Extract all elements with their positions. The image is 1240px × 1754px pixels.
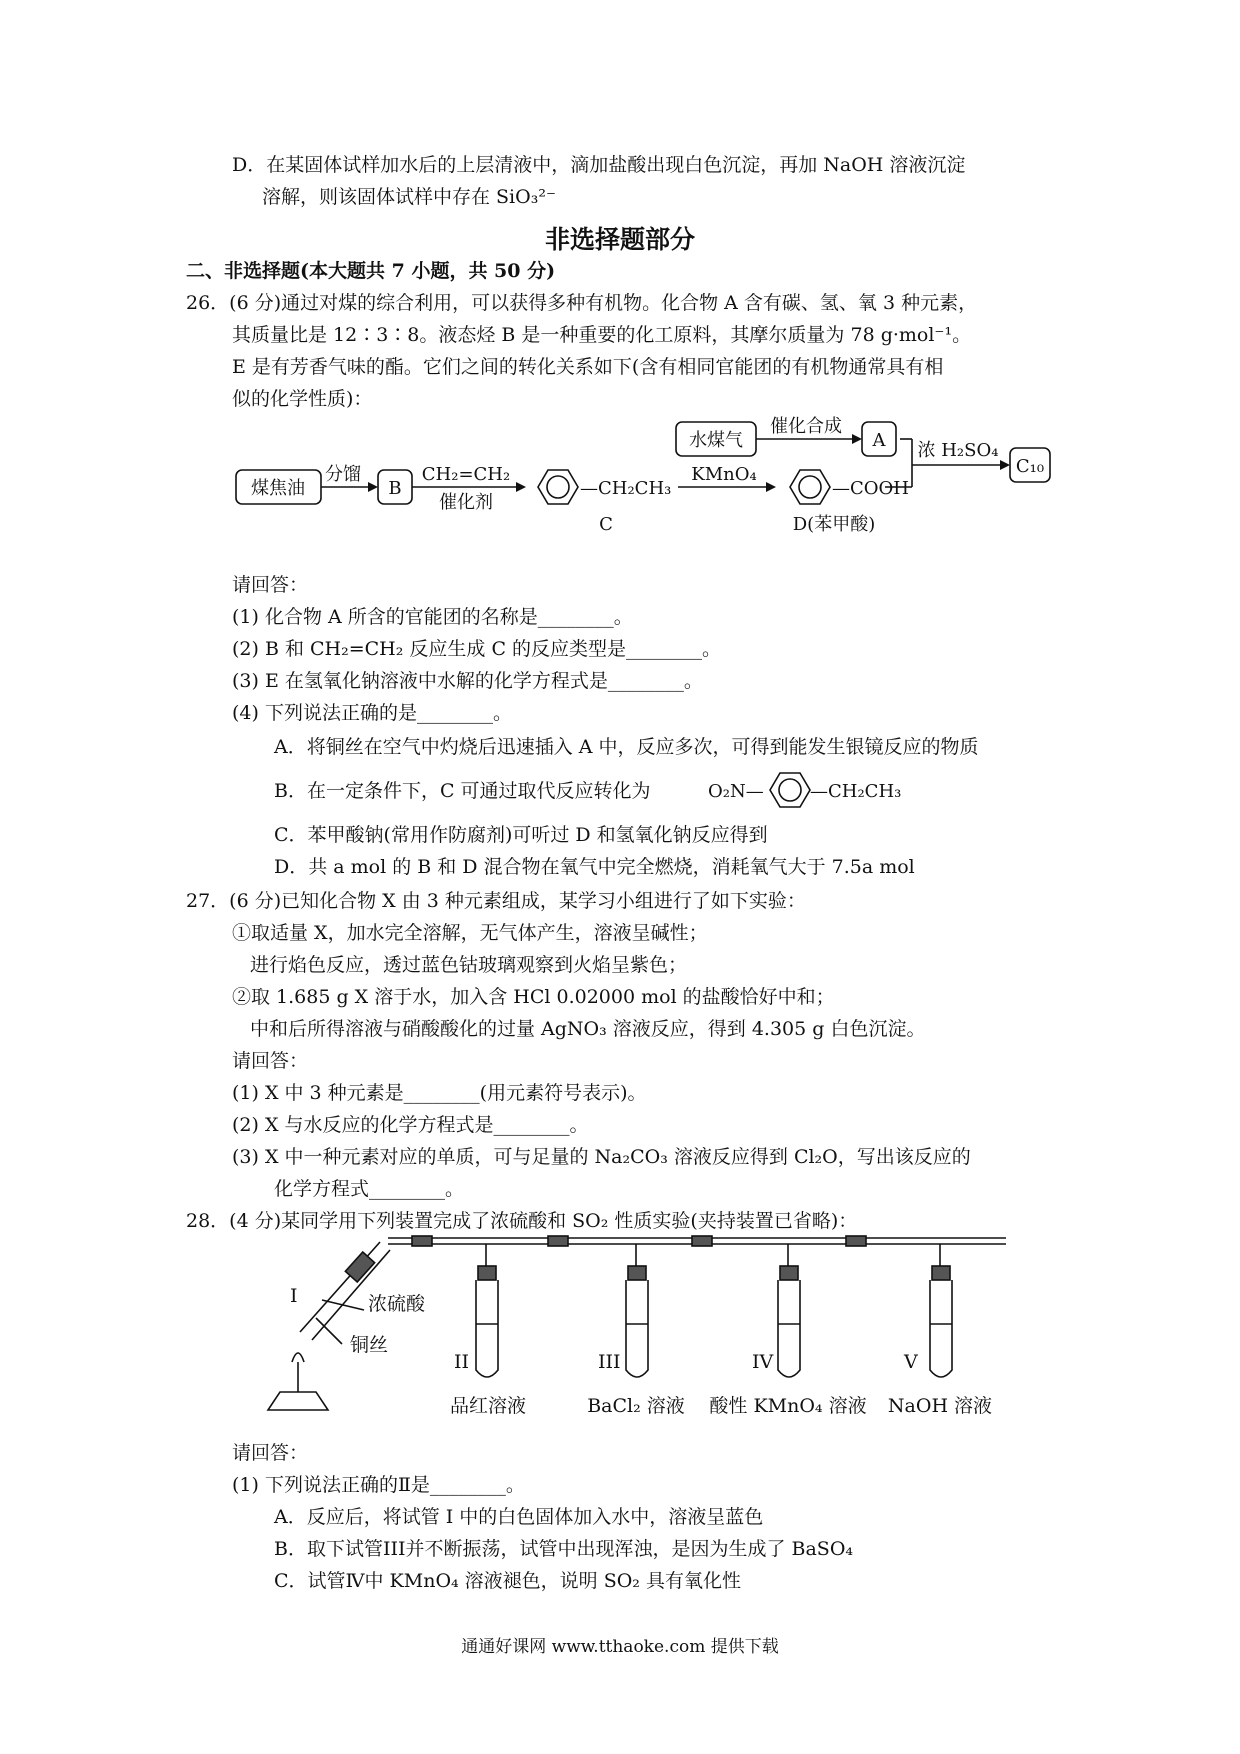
q28-option-a: A．反应后，将试管 I 中的白色固体加入水中，溶液呈蓝色 (274, 1506, 764, 1528)
q26-sub1: (1) 化合物 A 所含的官能团的名称是________。 (232, 606, 633, 628)
q26-reaction-scheme (0, 410, 1240, 560)
q27-stem-line1: 27．(6 分)已知化合物 X 由 3 种元素组成，某学习小组进行了如下实验： (186, 890, 806, 912)
q25-option-d-line2: 溶解，则该固体试样中存在 SiO₃²⁻ (262, 186, 556, 208)
tube-iv-label: IV (752, 1351, 774, 1373)
c-label: C (599, 514, 613, 535)
q26-stem-line3: E 是有芳香气味的酯。它们之间的转化关系如下(含有相同官能团的有机物通常具有相 (232, 356, 944, 378)
b-label: B (388, 478, 402, 499)
q28-ask: 请回答： (232, 1442, 309, 1464)
tube-iii-label: III (598, 1351, 621, 1373)
q26-option-c: C．苯甲酸钠(常用作防腐剂)可听过 D 和氢氧化钠反应得到 (274, 824, 768, 846)
a-label: A (872, 430, 886, 451)
q27-ask: 请回答： (232, 1050, 309, 1072)
copper-label: 铜丝 (350, 1334, 389, 1356)
h2so4-label: 浓 H₂SO₄ (917, 440, 999, 461)
q28-sub1: (1) 下列说法正确的Ⅱ是________。 (232, 1474, 525, 1496)
water-gas-label: 水煤气 (689, 430, 743, 451)
q26-sub2: (2) B 和 CH₂=CH₂ 反应生成 C 的反应类型是________。 (232, 638, 722, 660)
tube-i-label: I (290, 1285, 298, 1307)
ethyl-group-b-label: —CH₂CH₃ (810, 781, 902, 802)
catalyst-label: 催化剂 (439, 492, 493, 513)
test-tube-v (930, 1244, 952, 1377)
ethylene-label: CH₂=CH₂ (421, 464, 511, 485)
ethyl-group-label: —CH₂CH₃ (580, 478, 672, 499)
kmno4-solution-label: 酸性 KMnO₄ 溶液 (709, 1395, 867, 1417)
cooh-label: —COOH (832, 478, 909, 499)
q27-sub2: (2) X 与水反应的化学方程式是________。 (232, 1114, 589, 1136)
q26-stem-line2: 其质量比是 12∶3∶8。液态烃 B 是一种重要的化工原料，其摩尔质量为 78 g·mol⁻¹。 (232, 324, 972, 346)
q27-stem-line4: ②取 1.685 g X 溶于水，加入含 HCl 0.02000 mol 的盐酸恰好中和； (232, 986, 835, 1008)
benzene-ring-b (770, 773, 810, 807)
bacl2-solution-label: BaCl₂ 溶液 (587, 1395, 685, 1417)
nitro-group-label: O₂N— (708, 781, 764, 802)
section-title: 非选择题部分 (544, 225, 695, 254)
conc-acid-pointer (322, 1300, 364, 1310)
q28-option-b: B．取下试管III并不断振荡，试管中出现浑浊，是因为生成了 BaSO₄ (274, 1538, 854, 1560)
fractionation-label: 分馏 (325, 464, 361, 485)
coal-tar-label: 煤焦油 (251, 478, 305, 499)
alcohol-burner (268, 1392, 328, 1410)
q26-sub4: (4) 下列说法正确的是________。 (232, 702, 512, 724)
c10-label: C₁₀ (1015, 456, 1045, 477)
q26-sub3: (3) E 在氢氧化钠溶液中水解的化学方程式是________。 (232, 670, 703, 692)
footer-source: 通通好课网 www.tthaoke.com 提供下载 (461, 1637, 779, 1657)
q26-option-d: D．共 a mol 的 B 和 D 混合物在氧气中完全燃烧，消耗氧气大于 7.5a mol (274, 856, 915, 878)
benzene-ring-d (790, 470, 830, 504)
q27-stem-line2: ①取适量 X，加水完全溶解，无气体产生，溶液呈碱性； (232, 922, 708, 944)
cat-synth-label: 催化合成 (770, 416, 842, 437)
q27-sub3-line2: 化学方程式________。 (274, 1178, 465, 1200)
test-tube-iv (778, 1244, 800, 1377)
q26-ask: 请回答： (232, 574, 309, 596)
q26-stem-line1: 26．(6 分)通过对煤的综合利用，可以获得多种有机物。化合物 A 含有碳、氢、氧 3 种元素， (186, 292, 978, 314)
q27-stem-line3: 进行焰色反应，透过蓝色钴玻璃观察到火焰呈紫色； (250, 954, 688, 976)
q28-stem-line1: 28．(4 分)某同学用下列装置完成了浓硫酸和 SO₂ 性质实验(夹持装置已省略)： (186, 1210, 858, 1232)
q28-option-c: C．试管Ⅳ中 KMnO₄ 溶液褪色，说明 SO₂ 具有氧化性 (274, 1570, 741, 1592)
q26-option-b-structure (708, 764, 928, 816)
test-tube-ii (476, 1244, 498, 1377)
kmno4-label: KMnO₄ (691, 464, 757, 485)
q26-stem-line4: 似的化学性质)： (232, 388, 373, 410)
d-label: D(苯甲酸) (792, 514, 876, 535)
q27-sub1: (1) X 中 3 种元素是________(用元素符号表示)。 (232, 1082, 647, 1104)
q27-sub3-line1: (3) X 中一种元素对应的单质，可与足量的 Na₂CO₃ 溶液反应得到 Cl₂O，写出该反应的 (232, 1146, 971, 1168)
benzene-ring-c (538, 470, 578, 504)
part-heading: 二、非选择题(本大题共 7 小题，共 50 分) (186, 260, 556, 282)
test-tube-iii (626, 1244, 648, 1377)
q26-option-a: A．将铜丝在空气中灼烧后迅速插入 A 中，反应多次，可得到能发生银镜反应的物质 (274, 736, 979, 758)
tube-v-label: V (904, 1351, 918, 1373)
q26-option-b-text: B．在一定条件下，C 可通过取代反应转化为 (274, 780, 651, 802)
pinwhite-solution-label: 品红溶液 (449, 1395, 527, 1417)
q28-apparatus-diagram (0, 1232, 1240, 1432)
tube-ii-label: II (454, 1351, 470, 1373)
naoh-solution-label: NaOH 溶液 (887, 1395, 993, 1417)
q27-stem-line5: 中和后所得溶液与硝酸酸化的过量 AgNO₃ 溶液反应，得到 4.305 g 白色沉淀。 (250, 1018, 926, 1040)
conc-acid-label: 浓硫酸 (368, 1293, 426, 1315)
q25-option-d-line1: D．在某固体试样加水后的上层清液中，滴加盐酸出现白色沉淀，再加 NaOH 溶液沉淀 (232, 154, 966, 176)
